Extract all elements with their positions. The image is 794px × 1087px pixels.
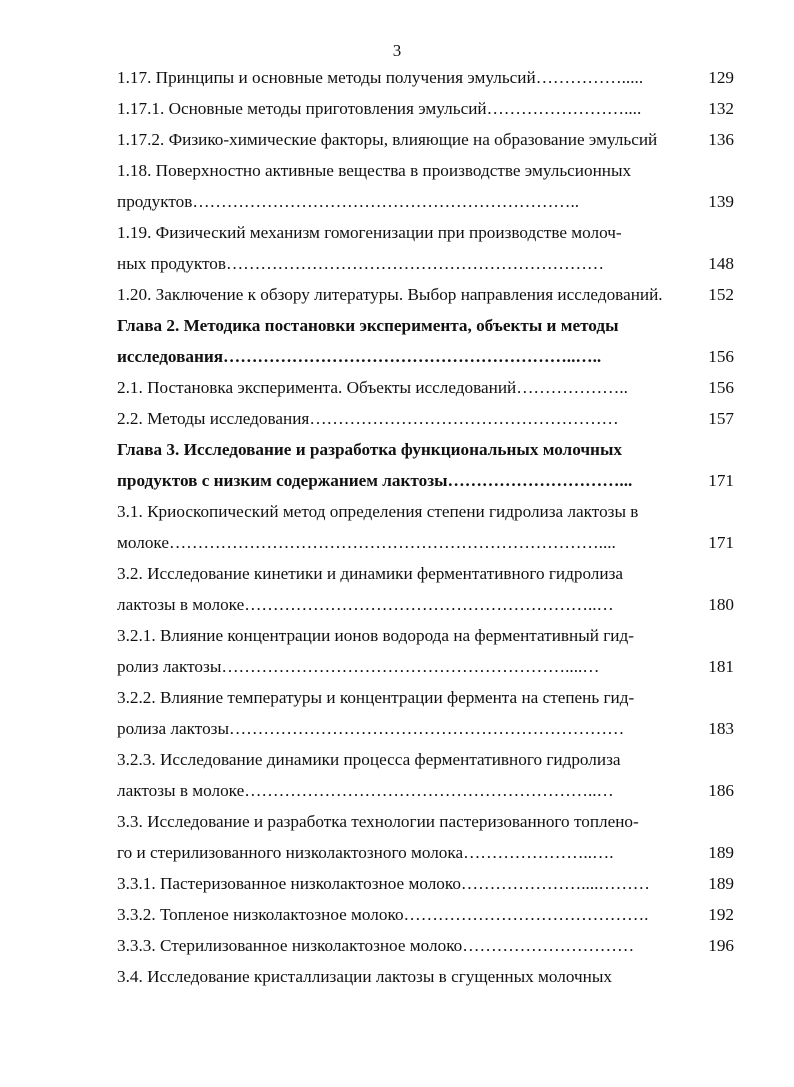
toc-line: [117, 903, 734, 927]
toc-entry-text: продуктов…………………………………………………………..: [117, 192, 580, 211]
toc-line: [117, 624, 734, 648]
toc-entry-text: 3.2.3. Исследование динамики процесса ферментативного гидролиза: [117, 750, 621, 769]
toc-page-number: 171: [708, 533, 734, 552]
toc-line: [117, 128, 734, 152]
toc-entry-text: лактозы в молоке……………………………………………………..…: [117, 781, 614, 800]
toc-entry-text: 3.3.1. Пастеризованное низколактозное молоко…………………....………: [117, 874, 650, 893]
toc-line: [117, 345, 734, 369]
toc-page-number: 192: [708, 905, 734, 924]
toc-page-number: 129: [708, 68, 734, 87]
toc-page-number: 171: [708, 471, 734, 490]
toc-line: [117, 562, 734, 586]
toc-line: [117, 686, 734, 710]
toc-line: [117, 872, 734, 896]
toc-line: [117, 748, 734, 772]
toc-line: [117, 717, 734, 741]
toc-line: [117, 934, 734, 958]
toc-line: [117, 252, 734, 276]
toc-line: [117, 810, 734, 834]
toc-line: [117, 190, 734, 214]
toc-entry-text: Глава 3. Исследование и разработка функциональных молочных: [117, 440, 622, 459]
toc-line: [117, 438, 734, 462]
toc-entry-text: 3.3.3. Стерилизованное низколактозное молоко…………………………: [117, 936, 635, 955]
toc-entry-text: 1.17.1. Основные методы приготовления эмульсий……………………....: [117, 99, 642, 118]
toc-entry-text: 3.3. Исследование и разработка технологии пастеризованного топлено-: [117, 812, 639, 831]
toc-page-number: 148: [708, 254, 734, 273]
toc-line: [117, 593, 734, 617]
toc-page-number: 186: [708, 781, 734, 800]
toc-page-number: 152: [708, 285, 734, 304]
toc-entry-text: 1.20. Заключение к обзору литературы. Выбор направления исследований.: [117, 285, 663, 304]
toc-line: [117, 407, 734, 431]
toc-entry-text: Глава 2. Методика постановки эксперимента, объекты и методы: [117, 316, 619, 335]
toc-entry-text: 1.19. Физический механизм гомогенизации при производстве молоч-: [117, 223, 622, 242]
toc-page-number: 196: [708, 936, 734, 955]
toc-page-number: 157: [708, 409, 734, 428]
toc-entry-text: 3.2.1. Влияние концентрации ионов водорода на ферментативный гид-: [117, 626, 634, 645]
toc-entry-text: 1.18. Поверхностно активные вещества в производстве эмульсионных: [117, 161, 632, 180]
toc-entry-text: продуктов с низким содержанием лактозы…………………………...: [117, 471, 633, 490]
toc-entry-text: го и стерилизованного низколактозного молока…………………..….: [117, 843, 614, 862]
toc-page-number: 189: [708, 843, 734, 862]
toc-page-number: 183: [708, 719, 734, 738]
toc-entry-text: 3.2. Исследование кинетики и динамики ферментативного гидролиза: [117, 564, 623, 583]
toc-line: [117, 841, 734, 865]
toc-entry-text: 2.2. Методы исследования………………………………………………: [117, 409, 619, 428]
toc-entry-text: 1.17.2. Физико-химические факторы, влияющие на образование эмульсий: [117, 130, 658, 149]
toc-entry-text: 1.17. Принципы и основные методы получения эмульсий…………….....: [117, 68, 644, 87]
toc-line: [117, 283, 734, 307]
toc-entry-text: ных продуктов…………………………………………………………: [117, 254, 605, 273]
toc-line: [117, 469, 734, 493]
page-number: 3: [392, 41, 402, 60]
toc-entry-text: 3.3.2. Топленое низколактозное молоко…………………………………….: [117, 905, 649, 924]
toc-page-number: 181: [708, 657, 734, 676]
toc-line: [117, 531, 734, 555]
toc-entry-text: 2.1. Постановка эксперимента. Объекты исследований………………..: [117, 378, 628, 397]
toc-line: [117, 500, 734, 524]
toc-page-number: 132: [708, 99, 734, 118]
toc-line: [117, 779, 734, 803]
toc-line: [117, 376, 734, 400]
toc-page-number: 180: [708, 595, 734, 614]
toc-line: [117, 159, 734, 183]
toc-page-number: 156: [708, 347, 734, 366]
toc-line: [117, 221, 734, 245]
toc-page-number: 156: [708, 378, 734, 397]
toc-entry-text: ролиза лактозы……………………………………………………………: [117, 719, 625, 738]
toc-line: [117, 965, 734, 989]
toc-page-number: 136: [708, 130, 734, 149]
toc-entry-text: 3.2.2. Влияние температуры и концентрации фермента на степень гид-: [117, 688, 635, 707]
toc-page-number: 139: [708, 192, 734, 211]
toc-entry-text: лактозы в молоке……………………………………………………..…: [117, 595, 614, 614]
toc-entry-text: молоке…………………………………………………………………....: [117, 533, 616, 552]
toc-line: [117, 314, 734, 338]
toc-page-number: 189: [708, 874, 734, 893]
toc-entry-text: 3.4. Исследование кристаллизации лактозы в сгущенных молочных: [117, 967, 613, 986]
toc-line: [117, 97, 734, 121]
toc-entry-text: исследования……………………………………………………..…..: [117, 347, 602, 366]
toc-entry-text: ролиз лактозы……………………………………………………....…: [117, 657, 600, 676]
toc-line: [117, 655, 734, 679]
toc-entry-text: 3.1. Криоскопический метод определения степени гидролиза лактозы в: [117, 502, 639, 521]
toc-line: [117, 66, 734, 90]
